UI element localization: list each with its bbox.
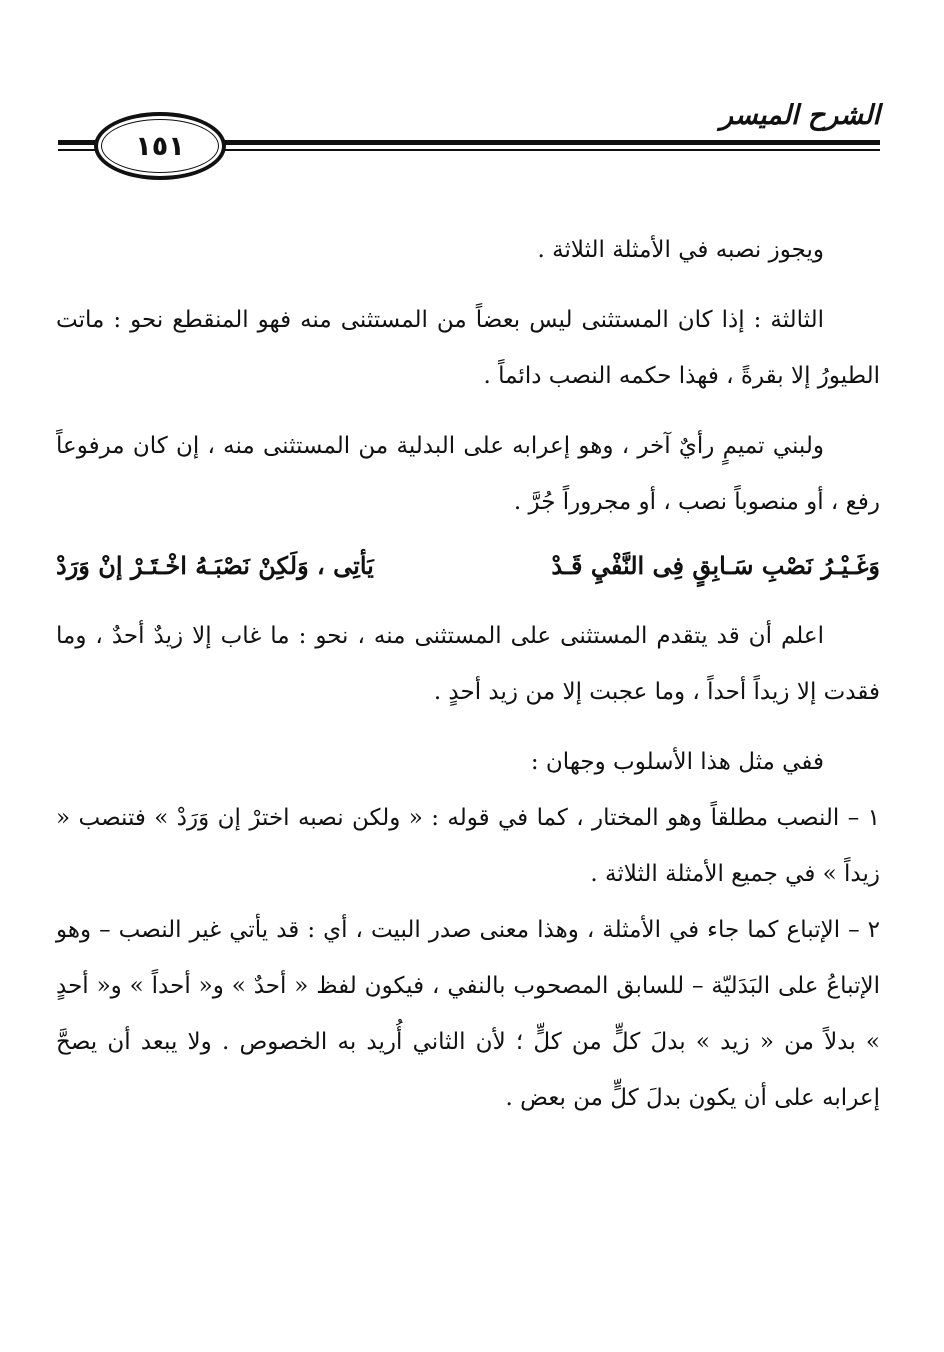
paragraph-1: ويجوز نصبه في الأمثلة الثلاثة . [537,237,824,263]
paragraph-3: ولبني تميمٍ رأيٌ آخر ، وهو إعرابه على البدلية من المستثنى منه ، إن كان مرفوعاً رفع ، أو منصوباً نصب ، أو مجروراً جُرَّ . [56,433,880,515]
page-number-oval [94,112,226,180]
page-body [56,222,880,1126]
page-header [58,92,880,192]
list-item-1: ١ – النصب مطلقاً وهو المختار ، كما في قوله : « ولكن نصبه اخترْ إن وَرَدْ » فتنصب « زيداً » في جميع الأمثلة الثلاثة . [56,805,880,887]
paragraph-2: الثالثة : إذا كان المستثنى ليس بعضاً من المستثنى منه فهو المنقطع نحو : ماتت الطيورُ إلا بقرةً ، فهذا حكمه النصب دائماً . [56,307,880,389]
paragraph-5: ففي مثل هذا الأسلوب وجهان : [530,749,824,775]
page-number: ١٥١ [135,130,185,162]
paragraph-4: اعلم أن قد يتقدم المستثنى على المستثنى منه ، نحو : ما غاب إلا زيدٌ أحدٌ ، وما فقدت إلا زيداً أحداً ، وما عجبت إلا من زيد أحدٍ . [56,623,880,705]
verse-first-hemistich: وَغَـيْـرُ نَصْبِ سَـابِقٍ فِى النَّفْيِ قَـدْ [551,551,880,580]
book-title: الشرح الميسر [719,100,880,131]
list-item-2: ٢ – الإتباع كما جاء في الأمثلة ، وهذا معنى صدر البيت ، أي : قد يأتي غير النصب – وهو الإتباعُ على البَدَليّة – للسابق المصحوب بالنفي ، فيكون لفظ « أحدٌ » و« أحداً » و« أحدٍ » بدلاً من « زيد » بدلَ كلٍّ من كلٍّ ؛ لأن الثاني أُريد به الخصوص . ولا يبعد أن يصحَّ إعرابه على أن يكون بدلَ كلٍّ من بعض . [56,917,880,1111]
verse-line [56,538,880,594]
verse-second-hemistich: يَأتِى ، وَلَكِنْ نَصْبَـهُ اخْـتَـرْ إنْ وَرَدْ [56,551,374,580]
